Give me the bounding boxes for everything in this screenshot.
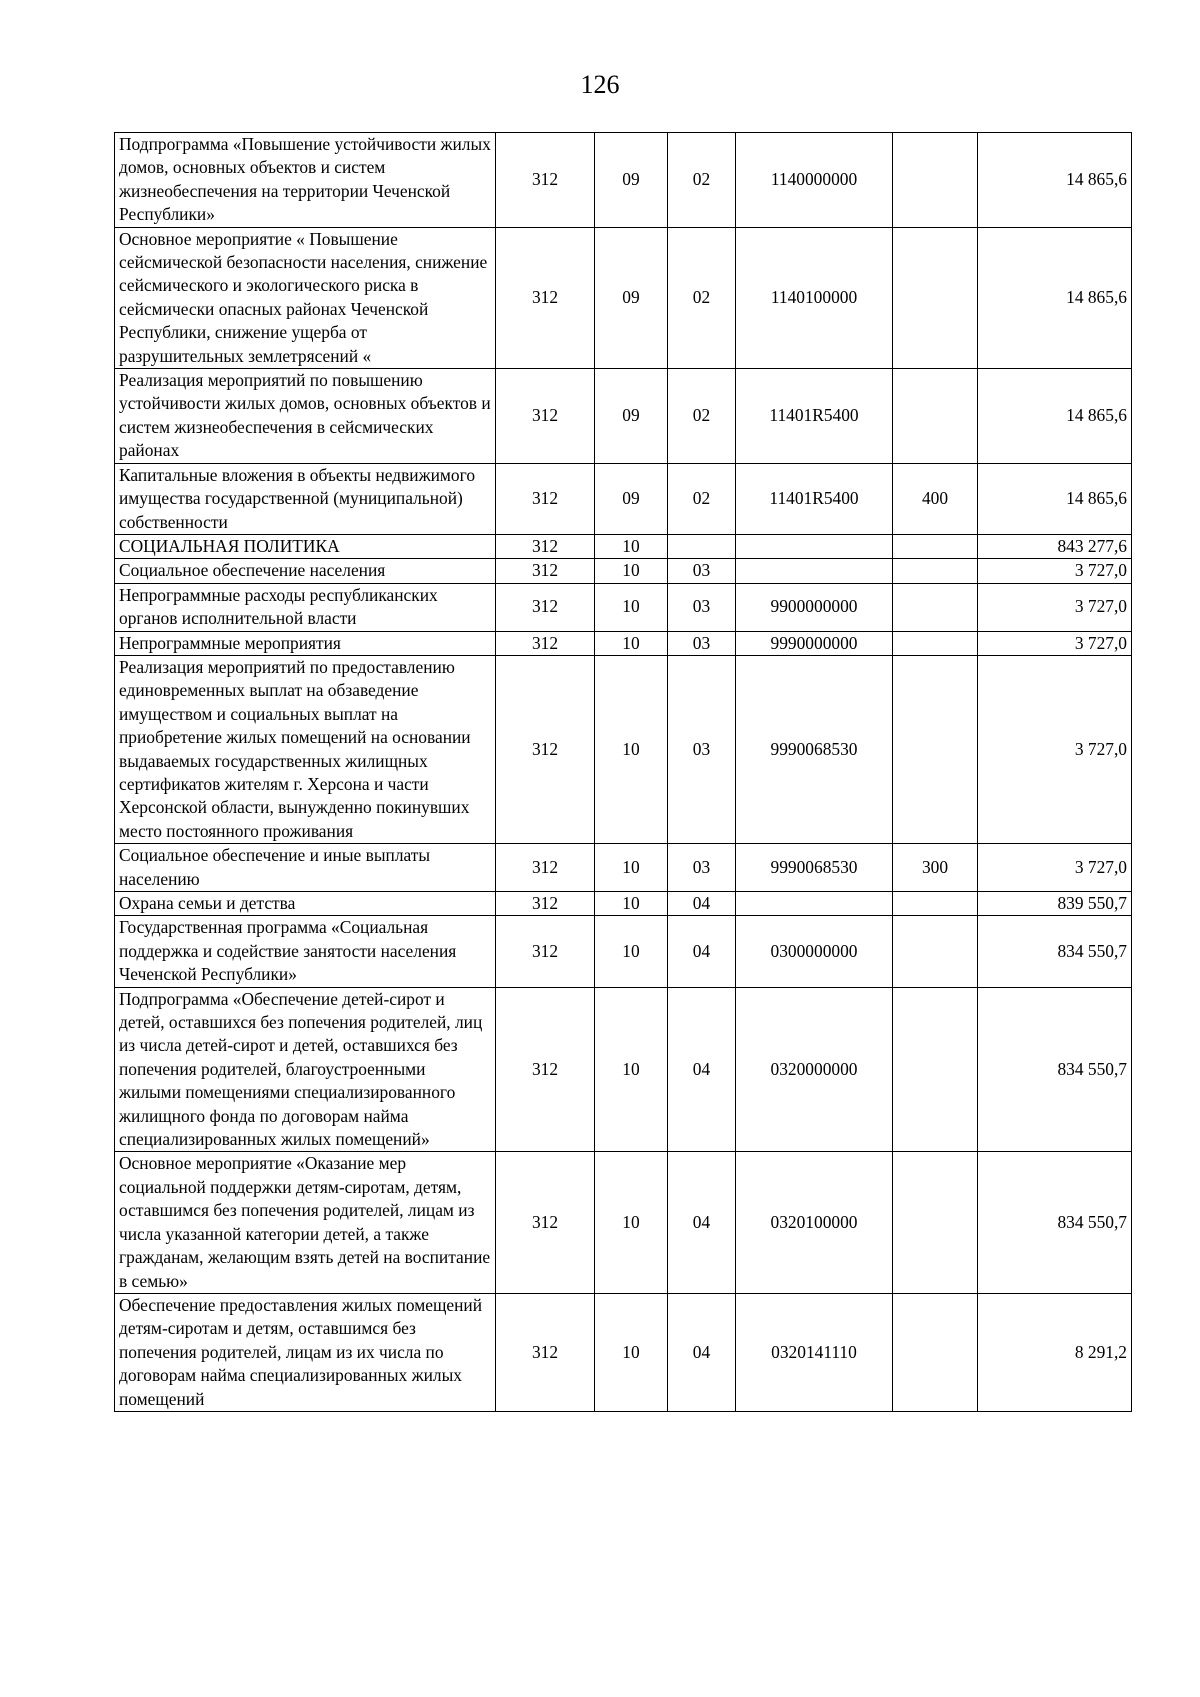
target-article-code: 11401R5400 — [736, 463, 893, 534]
section-code: 10 — [595, 534, 668, 558]
ministry-code: 312 — [496, 133, 595, 228]
expense-type-code — [893, 916, 978, 987]
subsection-code: 02 — [668, 227, 736, 368]
table-row — [115, 892, 1132, 916]
section-code: 10 — [595, 631, 668, 655]
amount: 843 277,6 — [978, 534, 1132, 558]
expense-type-code — [893, 133, 978, 228]
row-description: Непрограммные мероприятия — [115, 631, 496, 655]
ministry-code: 312 — [496, 534, 595, 558]
target-article-code: 0300000000 — [736, 916, 893, 987]
subsection-code: 02 — [668, 133, 736, 228]
budget-table — [114, 132, 1132, 1412]
target-article-code: 9990068530 — [736, 655, 893, 843]
row-description: Подпрограмма «Обеспечение детей-сирот и детей, оставшихся без попечения родителей, лиц из числа детей-сирот и детей, оставшихся без попечения родителей, благоустроенными жилыми помещениями специализированного жилищного фонда по договорам найма специализированных жилых помещений» — [115, 987, 496, 1152]
target-article-code: 9990068530 — [736, 844, 893, 892]
subsection-code: 04 — [668, 1152, 736, 1293]
expense-type-code — [893, 534, 978, 558]
target-article-code: 1140000000 — [736, 133, 893, 228]
target-article-code: 11401R5400 — [736, 369, 893, 464]
subsection-code: 04 — [668, 1293, 736, 1411]
table-row — [115, 916, 1132, 987]
subsection-code: 03 — [668, 655, 736, 843]
row-description: Обеспечение предоставления жилых помещений детям-сиротам и детям, оставшимся без попечения родителей, лицам из их числа по договорам найма специализированных жилых помещений — [115, 1293, 496, 1411]
row-description: Социальное обеспечение и иные выплаты населению — [115, 844, 496, 892]
amount: 834 550,7 — [978, 1152, 1132, 1293]
expense-type-code — [893, 583, 978, 631]
subsection-code: 03 — [668, 583, 736, 631]
row-description: Капитальные вложения в объекты недвижимого имущества государственной (муниципальной) собственности — [115, 463, 496, 534]
expense-type-code: 400 — [893, 463, 978, 534]
expense-type-code — [893, 1293, 978, 1411]
amount: 3 727,0 — [978, 844, 1132, 892]
table-row — [115, 463, 1132, 534]
section-code: 09 — [595, 369, 668, 464]
amount: 834 550,7 — [978, 916, 1132, 987]
section-code: 09 — [595, 133, 668, 228]
table-row — [115, 844, 1132, 892]
row-description: СОЦИАЛЬНАЯ ПОЛИТИКА — [115, 534, 496, 558]
target-article-code — [736, 559, 893, 583]
section-code: 09 — [595, 463, 668, 534]
table-row — [115, 559, 1132, 583]
ministry-code: 312 — [496, 987, 595, 1152]
row-description: Реализация мероприятий по повышению устойчивости жилых домов, основных объектов и систем жизнеобеспечения в сейсмических районах — [115, 369, 496, 464]
target-article-code: 0320100000 — [736, 1152, 893, 1293]
row-description: Реализация мероприятий по предоставлению единовременных выплат на обзаведение имуществом и социальных выплат на приобретение жилых помещений на основании выдаваемых государственных жилищных сертификатов жителям г. Херсона и части Херсонской области, вынужденно покинувших место постоянного проживания — [115, 655, 496, 843]
row-description: Государственная программа «Социальная поддержка и содействие занятости населения Чеченской Республики» — [115, 916, 496, 987]
expense-type-code — [893, 631, 978, 655]
row-description: Социальное обеспечение населения — [115, 559, 496, 583]
ministry-code: 312 — [496, 227, 595, 368]
row-description: Непрограммные расходы республиканских органов исполнительной власти — [115, 583, 496, 631]
expense-type-code — [893, 369, 978, 464]
amount: 834 550,7 — [978, 987, 1132, 1152]
amount: 14 865,6 — [978, 463, 1132, 534]
target-article-code: 9900000000 — [736, 583, 893, 631]
row-description: Охрана семьи и детства — [115, 892, 496, 916]
table-row — [115, 631, 1132, 655]
subsection-code: 04 — [668, 916, 736, 987]
section-code: 10 — [595, 1293, 668, 1411]
expense-type-code: 300 — [893, 844, 978, 892]
target-article-code: 1140100000 — [736, 227, 893, 368]
ministry-code: 312 — [496, 1293, 595, 1411]
amount: 14 865,6 — [978, 369, 1132, 464]
table-row — [115, 1293, 1132, 1411]
section-code: 10 — [595, 916, 668, 987]
subsection-code: 03 — [668, 559, 736, 583]
amount: 14 865,6 — [978, 133, 1132, 228]
ministry-code: 312 — [496, 844, 595, 892]
section-code: 10 — [595, 892, 668, 916]
subsection-code: 02 — [668, 369, 736, 464]
section-code: 10 — [595, 583, 668, 631]
amount: 3 727,0 — [978, 631, 1132, 655]
table-row — [115, 227, 1132, 368]
expense-type-code — [893, 655, 978, 843]
expense-type-code — [893, 559, 978, 583]
section-code: 10 — [595, 1152, 668, 1293]
table-row — [115, 583, 1132, 631]
subsection-code: 04 — [668, 987, 736, 1152]
table-row — [115, 133, 1132, 228]
ministry-code: 312 — [496, 916, 595, 987]
subsection-code: 04 — [668, 892, 736, 916]
target-article-code: 0320141110 — [736, 1293, 893, 1411]
amount: 8 291,2 — [978, 1293, 1132, 1411]
ministry-code: 312 — [496, 1152, 595, 1293]
subsection-code: 03 — [668, 631, 736, 655]
section-code: 10 — [595, 559, 668, 583]
target-article-code — [736, 534, 893, 558]
subsection-code: 02 — [668, 463, 736, 534]
section-code: 09 — [595, 227, 668, 368]
row-description: Подпрограмма «Повышение устойчивости жилых домов, основных объектов и систем жизнеобеспечения на территории Чеченской Республики» — [115, 133, 496, 228]
row-description: Основное мероприятие « Повышение сейсмической безопасности населения, снижение сейсмического и экологического риска в сейсмически опасных районах Чеченской Республики, снижение ущерба от разрушительных землетрясений « — [115, 227, 496, 368]
target-article-code: 0320000000 — [736, 987, 893, 1152]
amount: 839 550,7 — [978, 892, 1132, 916]
target-article-code — [736, 892, 893, 916]
ministry-code: 312 — [496, 655, 595, 843]
section-code: 10 — [595, 987, 668, 1152]
table-row — [115, 369, 1132, 464]
ministry-code: 312 — [496, 463, 595, 534]
expense-type-code — [893, 892, 978, 916]
table-row — [115, 1152, 1132, 1293]
subsection-code: 03 — [668, 844, 736, 892]
ministry-code: 312 — [496, 631, 595, 655]
ministry-code: 312 — [496, 369, 595, 464]
expense-type-code — [893, 987, 978, 1152]
ministry-code: 312 — [496, 892, 595, 916]
amount: 14 865,6 — [978, 227, 1132, 368]
section-code: 10 — [595, 655, 668, 843]
amount: 3 727,0 — [978, 583, 1132, 631]
amount: 3 727,0 — [978, 559, 1132, 583]
subsection-code — [668, 534, 736, 558]
ministry-code: 312 — [496, 559, 595, 583]
ministry-code: 312 — [496, 583, 595, 631]
target-article-code: 9990000000 — [736, 631, 893, 655]
budget-table-body — [115, 133, 1132, 1412]
expense-type-code — [893, 227, 978, 368]
page-number: 126 — [580, 70, 620, 99]
table-row — [115, 534, 1132, 558]
table-row — [115, 987, 1132, 1152]
table-row — [115, 655, 1132, 843]
row-description: Основное мероприятие «Оказание мер социальной поддержки детям-сиротам, детям, оставшимся без попечения родителей, лицам из числа указанной категории детей, а также гражданам, желающим взять детей на воспитание в семью» — [115, 1152, 496, 1293]
expense-type-code — [893, 1152, 978, 1293]
amount: 3 727,0 — [978, 655, 1132, 843]
section-code: 10 — [595, 844, 668, 892]
